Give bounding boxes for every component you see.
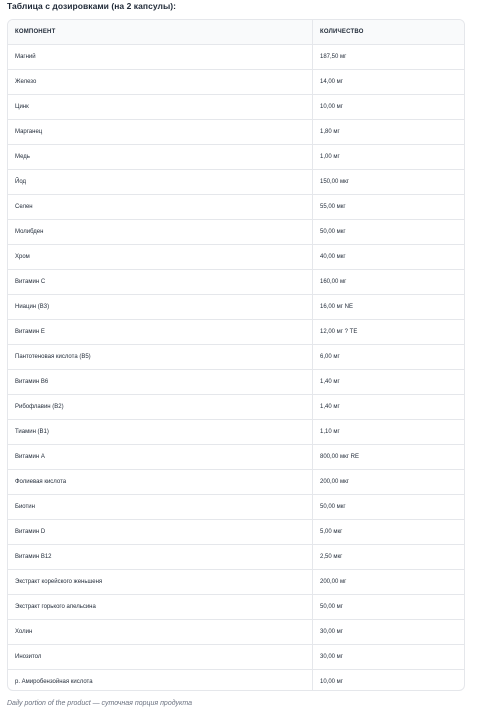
component-name-cell: Марганец	[8, 120, 313, 145]
quantity-cell: 55,00 мкг	[313, 195, 465, 220]
table-body	[8, 45, 464, 692]
table-row	[8, 195, 464, 220]
table-caption: Daily portion of the product — суточная порция продукта	[7, 700, 193, 707]
quantity-cell: 10,00 мг	[313, 95, 465, 120]
component-name-cell: Витамин B12	[8, 545, 313, 570]
component-name-cell: p. Амиробензойная кислота	[8, 670, 313, 692]
quantity-cell: 1,40 мг	[313, 395, 465, 420]
component-name-cell: Экстракт корейского женьшеня	[8, 570, 313, 595]
dosage-table	[8, 20, 464, 691]
component-name-cell: Витамин E	[8, 320, 313, 345]
table-row	[8, 495, 464, 520]
component-name-cell: Фолиевая кислота	[8, 470, 313, 495]
quantity-cell: 40,00 мкг	[313, 245, 465, 270]
quantity-cell: 1,80 мг	[313, 120, 465, 145]
column-header-component: КОМПОНЕНТ	[8, 20, 313, 45]
quantity-cell: 800,00 мкг RE	[313, 445, 465, 470]
table-row	[8, 95, 464, 120]
table-row	[8, 370, 464, 395]
component-name-cell: Ниацин (B3)	[8, 295, 313, 320]
quantity-cell: 1,10 мг	[313, 420, 465, 445]
table-row	[8, 470, 464, 495]
component-name-cell: Витамин C	[8, 270, 313, 295]
table-row	[8, 45, 464, 70]
component-name-cell: Медь	[8, 145, 313, 170]
quantity-cell: 200,00 мг	[313, 570, 465, 595]
column-header-quantity: КОЛИЧЕСТВО	[313, 20, 465, 45]
quantity-cell: 2,50 мкг	[313, 545, 465, 570]
table-row	[8, 545, 464, 570]
quantity-cell: 14,00 мг	[313, 70, 465, 95]
quantity-cell: 187,50 мг	[313, 45, 465, 70]
component-name-cell: Цинк	[8, 95, 313, 120]
dosage-table-container	[7, 19, 465, 691]
component-name-cell: Магний	[8, 45, 313, 70]
table-row	[8, 520, 464, 545]
component-name-cell: Инозитол	[8, 645, 313, 670]
component-name-cell: Хром	[8, 245, 313, 270]
component-name-cell: Йод	[8, 170, 313, 195]
table-row	[8, 420, 464, 445]
quantity-cell: 150,00 мкг	[313, 170, 465, 195]
table-row	[8, 270, 464, 295]
table-row	[8, 245, 464, 270]
component-name-cell: Молибден	[8, 220, 313, 245]
table-row	[8, 395, 464, 420]
table-row	[8, 120, 464, 145]
table-row	[8, 595, 464, 620]
table-heading: Таблица с дозировками (на 2 капсулы):	[7, 1, 177, 11]
table-row	[8, 145, 464, 170]
header-row	[8, 20, 464, 45]
table-header	[8, 20, 464, 45]
component-name-cell: Биотин	[8, 495, 313, 520]
component-name-cell: Витамин A	[8, 445, 313, 470]
quantity-cell: 160,00 мг	[313, 270, 465, 295]
quantity-cell: 1,40 мг	[313, 370, 465, 395]
quantity-cell: 6,00 мг	[313, 345, 465, 370]
quantity-cell: 30,00 мг	[313, 620, 465, 645]
quantity-cell: 50,00 мкг	[313, 495, 465, 520]
quantity-cell: 50,00 мг	[313, 595, 465, 620]
table-row	[8, 170, 464, 195]
quantity-cell: 12,00 мг ? TE	[313, 320, 465, 345]
quantity-cell: 16,00 мг NE	[313, 295, 465, 320]
quantity-cell: 50,00 мкг	[313, 220, 465, 245]
quantity-cell: 30,00 мг	[313, 645, 465, 670]
table-row	[8, 570, 464, 595]
table-row	[8, 445, 464, 470]
component-name-cell: Рибофлавин (B2)	[8, 395, 313, 420]
quantity-cell: 5,00 мкг	[313, 520, 465, 545]
component-name-cell: Пантотеновая кислота (B5)	[8, 345, 313, 370]
table-row	[8, 320, 464, 345]
component-name-cell: Тиамин (B1)	[8, 420, 313, 445]
component-name-cell: Витамин D	[8, 520, 313, 545]
table-row	[8, 70, 464, 95]
table-row	[8, 670, 464, 692]
component-name-cell: Холин	[8, 620, 313, 645]
table-row	[8, 645, 464, 670]
quantity-cell: 1,00 мг	[313, 145, 465, 170]
quantity-cell: 200,00 мкг	[313, 470, 465, 495]
table-row	[8, 345, 464, 370]
component-name-cell: Витамин B6	[8, 370, 313, 395]
table-row	[8, 620, 464, 645]
table-row	[8, 295, 464, 320]
table-row	[8, 220, 464, 245]
quantity-cell: 10,00 мг	[320, 679, 343, 685]
component-name-cell: Железо	[8, 70, 313, 95]
component-name-cell: Селен	[8, 195, 313, 220]
component-name-cell: Экстракт горького апельсина	[8, 595, 313, 620]
